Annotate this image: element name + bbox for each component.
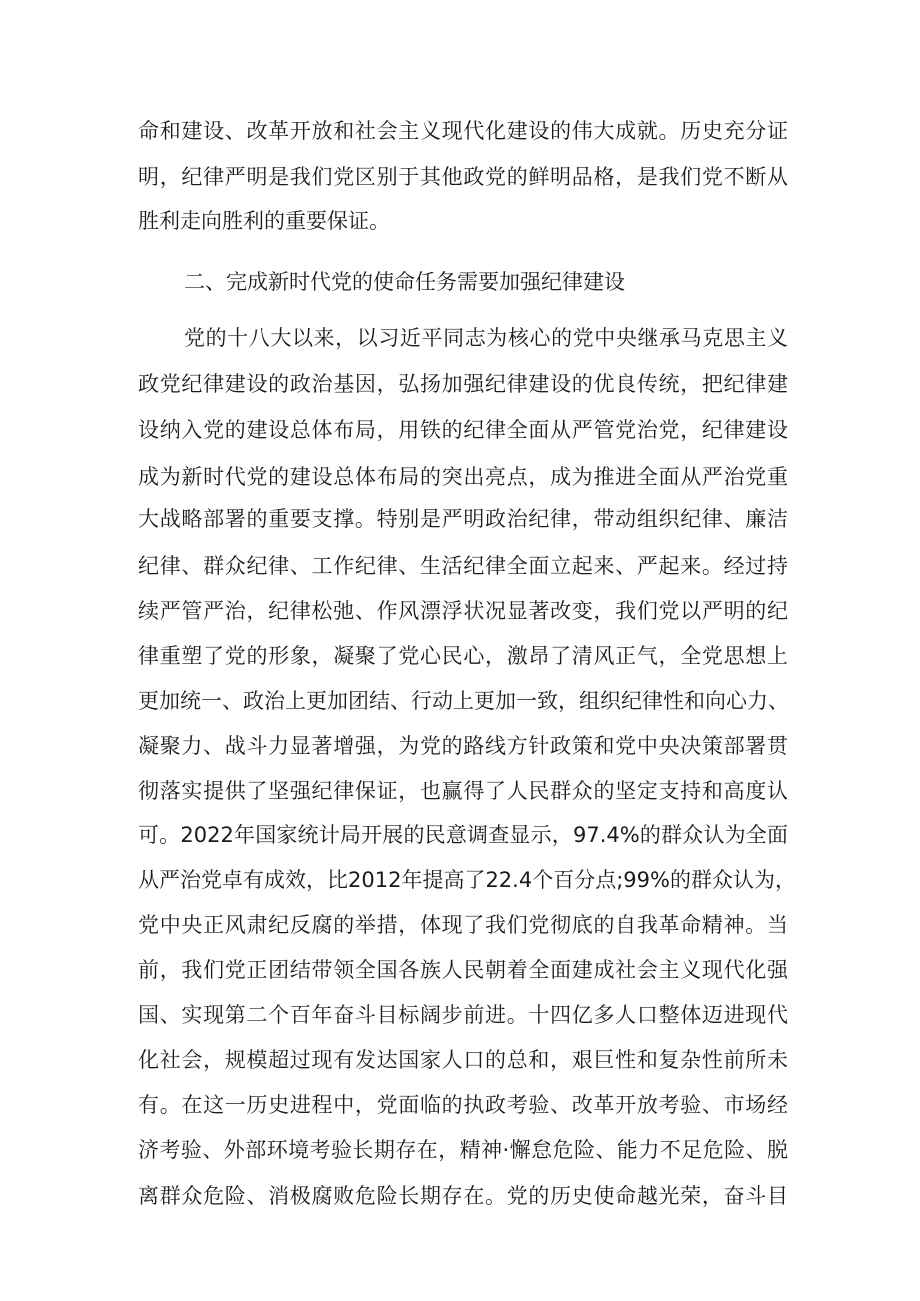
paragraph-line: 设纳入党的建设总体布局，用铁的纪律全面从严管党治党，纪律建设 xyxy=(138,418,788,442)
paragraph-line: 纪律、群众纪律、工作纪律、生活纪律全面立起来、严起来。经过持 xyxy=(138,554,788,578)
paragraph-line: 济考验、外部环境考验长期存在，精神·懈怠危险、能力不足危险、脱 xyxy=(138,1138,788,1162)
section-heading: 二、完成新时代党的使命任务需要加强纪律建设 xyxy=(184,270,625,294)
paragraph-line: 国、实现第二个百年奋斗目标阔步前进。十四亿多人口整体迈进现代 xyxy=(138,1003,788,1027)
paragraph-line: 律重塑了党的形象，凝聚了党心民心，激昂了清风正气，全党思想上 xyxy=(138,644,788,668)
paragraph-line: 胜利走向胜利的重要保证。 xyxy=(138,209,390,233)
paragraph-line: 有。在这一历史进程中，党面临的执政考验、改革开放考验、市场经 xyxy=(138,1093,788,1117)
paragraph-line: 彻落实提供了坚强纪律保证，也赢得了人民群众的坚定支持和高度认 xyxy=(138,779,788,803)
paragraph-line: 成为新时代党的建设总体布局的突出亮点，成为推进全面从严治党重 xyxy=(138,465,788,489)
paragraph-line: 化社会，规模超过现有发达国家人口的总和，艰巨性和复杂性前所未 xyxy=(138,1048,788,1072)
paragraph-line: 前，我们党正团结带领全国各族人民朝着全面建成社会主义现代化强 xyxy=(138,958,788,982)
paragraph-line: 党中央正风肃纪反腐的举措，体现了我们党彻底的自我革命精神。当 xyxy=(138,913,788,937)
paragraph-line: 大战略部署的重要支撑。特别是严明政治纪律，带动组织纪律、廉洁 xyxy=(138,507,788,531)
paragraph-line: 更加统一、政治上更加团结、行动上更加一致，组织纪律性和向心力、 xyxy=(138,689,789,713)
paragraph-line: 离群众危险、消极腐败危险长期存在。党的历史使命越光荣，奋斗目 xyxy=(138,1184,788,1208)
paragraph-line: 从严治党卓有成效，比2012年提高了22.4个百分点;99%的群众认为， xyxy=(138,868,796,892)
paragraph-line: 续严管严治，纪律松弛、作风漂浮状况显著改变，我们党以严明的纪 xyxy=(138,599,788,623)
paragraph-line: 凝聚力、战斗力显著增强，为党的路线方针政策和党中央决策部署贯 xyxy=(138,734,788,758)
paragraph-line: 命和建设、改革开放和社会主义现代化建设的伟大成就。历史充分证 xyxy=(138,119,788,143)
paragraph-line: 党的十八大以来，以习近平同志为核心的党中央继承马克思主义 xyxy=(184,326,788,350)
paragraph-line: 政党纪律建设的政治基因，弘扬加强纪律建设的优良传统，把纪律建 xyxy=(138,372,788,396)
paragraph-line: 明，纪律严明是我们党区别于其他政党的鲜明品格，是我们党不断从 xyxy=(138,165,788,189)
paragraph-line: 可。2022年国家统计局开展的民意调查显示，97.4%的群众认为全面 xyxy=(138,823,788,847)
